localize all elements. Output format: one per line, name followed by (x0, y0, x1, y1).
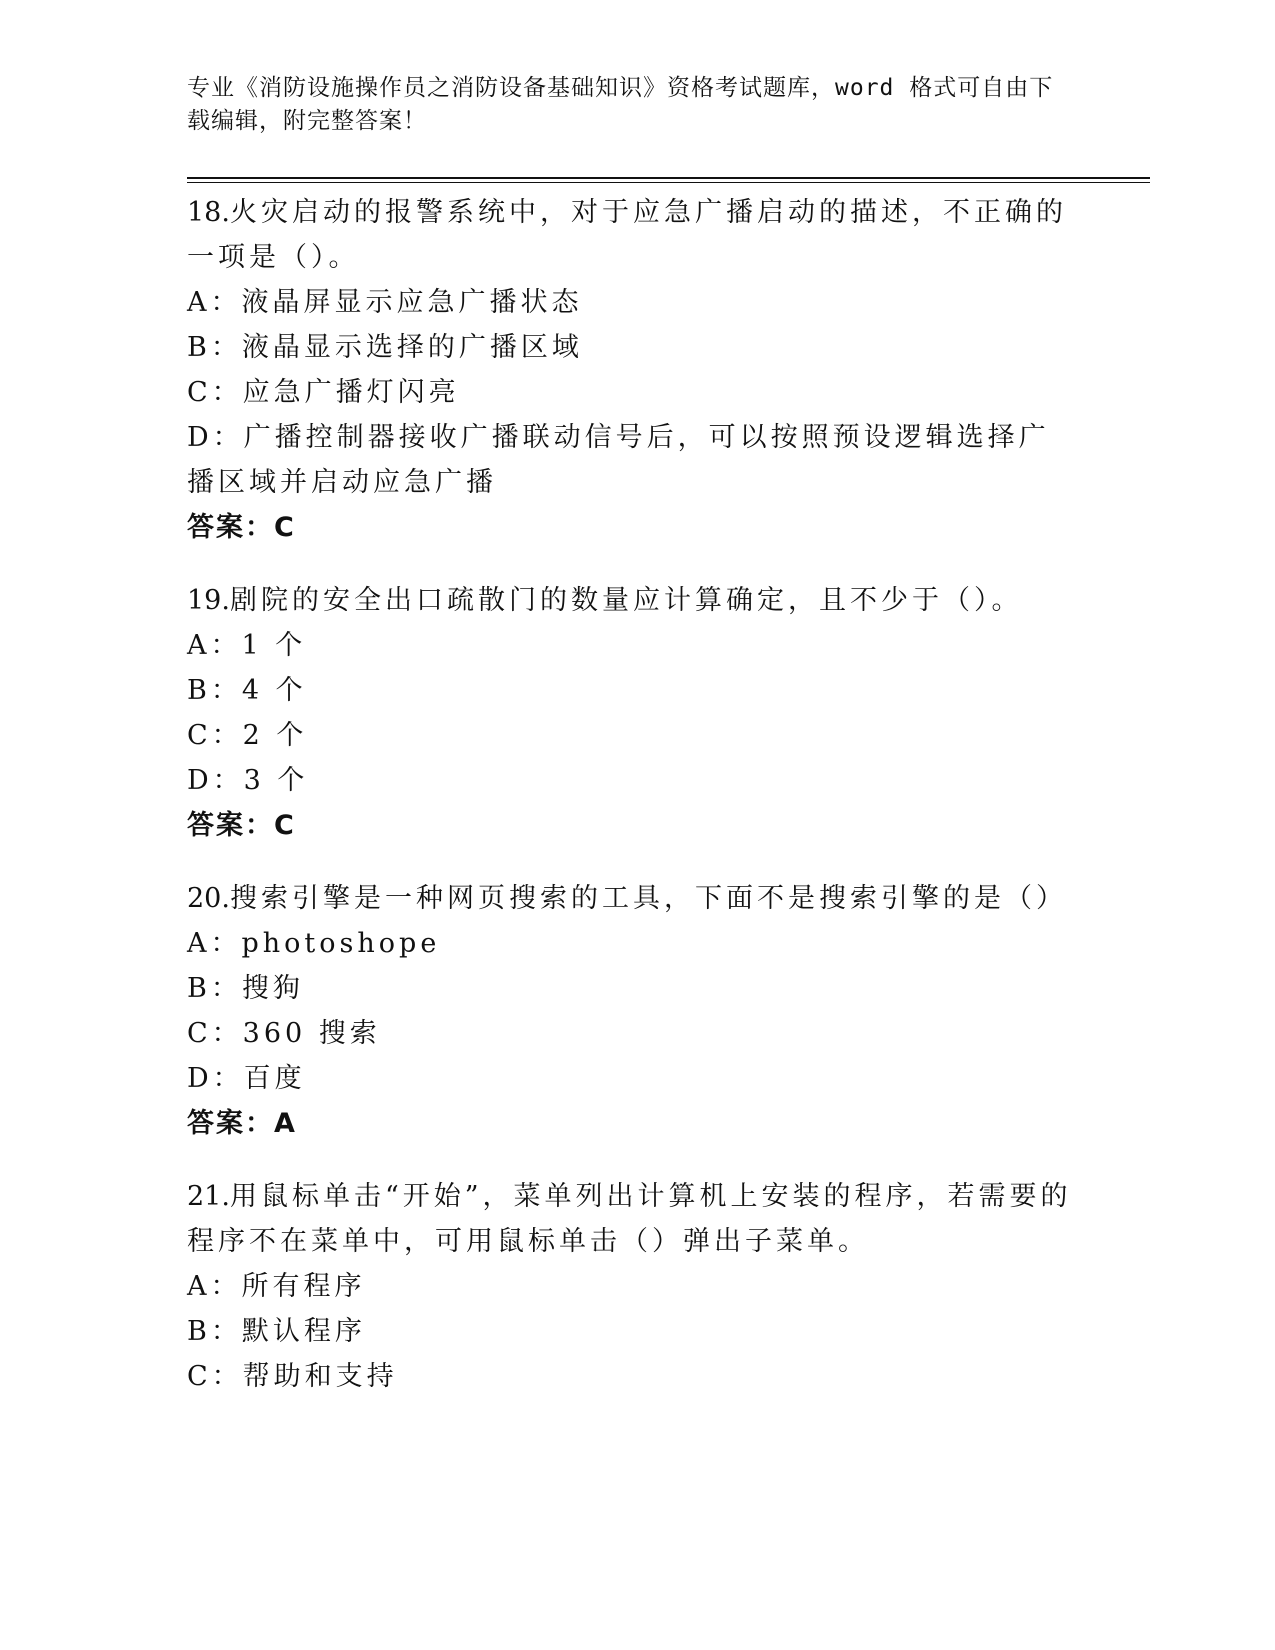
option-d: D：广播控制器接收广播联动信号后，可以按照预设逻辑选择广播区域并启动应急广播 (187, 422, 1050, 498)
option-b: B：4 个 (187, 675, 307, 706)
option-b: B：液晶显示选择的广播区域 (187, 332, 583, 363)
option-d: D：3 个 (187, 765, 309, 796)
option-b: B：默认程序 (187, 1316, 366, 1347)
question-18 (187, 190, 1077, 551)
answer-label: 答案：C (187, 810, 296, 841)
question-stem (187, 190, 1077, 280)
answer-label: 答案：A (187, 1108, 297, 1139)
question-number: 19. (187, 585, 230, 616)
option-b: B：搜狗 (187, 973, 304, 1004)
question-list (187, 190, 1077, 1426)
question-number: 20. (187, 883, 230, 914)
question-text: 剧院的安全出口疏散门的数量应计算确定，且不少于（）。 (229, 585, 1023, 616)
question-20 (187, 876, 1077, 1147)
header-divider-thick (187, 177, 1150, 179)
option-c: C：帮助和支持 (187, 1361, 398, 1392)
header-divider-thin (187, 182, 1150, 183)
answer-label: 答案：C (187, 512, 296, 543)
question-text: 搜索引擎是一种网页搜索的工具，下面不是搜索引擎的是（） (229, 883, 1067, 914)
document-header: 专业《消防设施操作员之消防设备基础知识》资格考试题库，word 格式可自由下载编辑，附完整答案！ (187, 75, 1054, 134)
option-c: C：应急广播灯闪亮 (187, 377, 460, 408)
option-a: A：液晶屏显示应急广播状态 (187, 287, 583, 318)
question-stem (187, 1174, 1077, 1264)
question-number: 18. (187, 197, 230, 228)
option-c: C：360 搜索 (187, 1018, 381, 1049)
option-a: A：photoshope (187, 928, 441, 959)
question-stem (187, 876, 1077, 921)
option-d: D：百度 (187, 1063, 306, 1094)
option-c: C：2 个 (187, 720, 308, 751)
question-number: 21. (187, 1181, 230, 1212)
question-stem (187, 578, 1077, 623)
question-text: 用鼠标单击“开始”，菜单列出计算机上安装的程序，若需要的程序不在菜单中，可用鼠标单击（）弹出子菜单。 (187, 1181, 1072, 1257)
option-a: A：所有程序 (187, 1271, 366, 1302)
option-a: A：1 个 (187, 630, 307, 661)
question-21 (187, 1174, 1077, 1399)
question-19 (187, 578, 1077, 849)
question-text: 火灾启动的报警系统中，对于应急广播启动的描述，不正确的一项是（）。 (187, 197, 1067, 273)
